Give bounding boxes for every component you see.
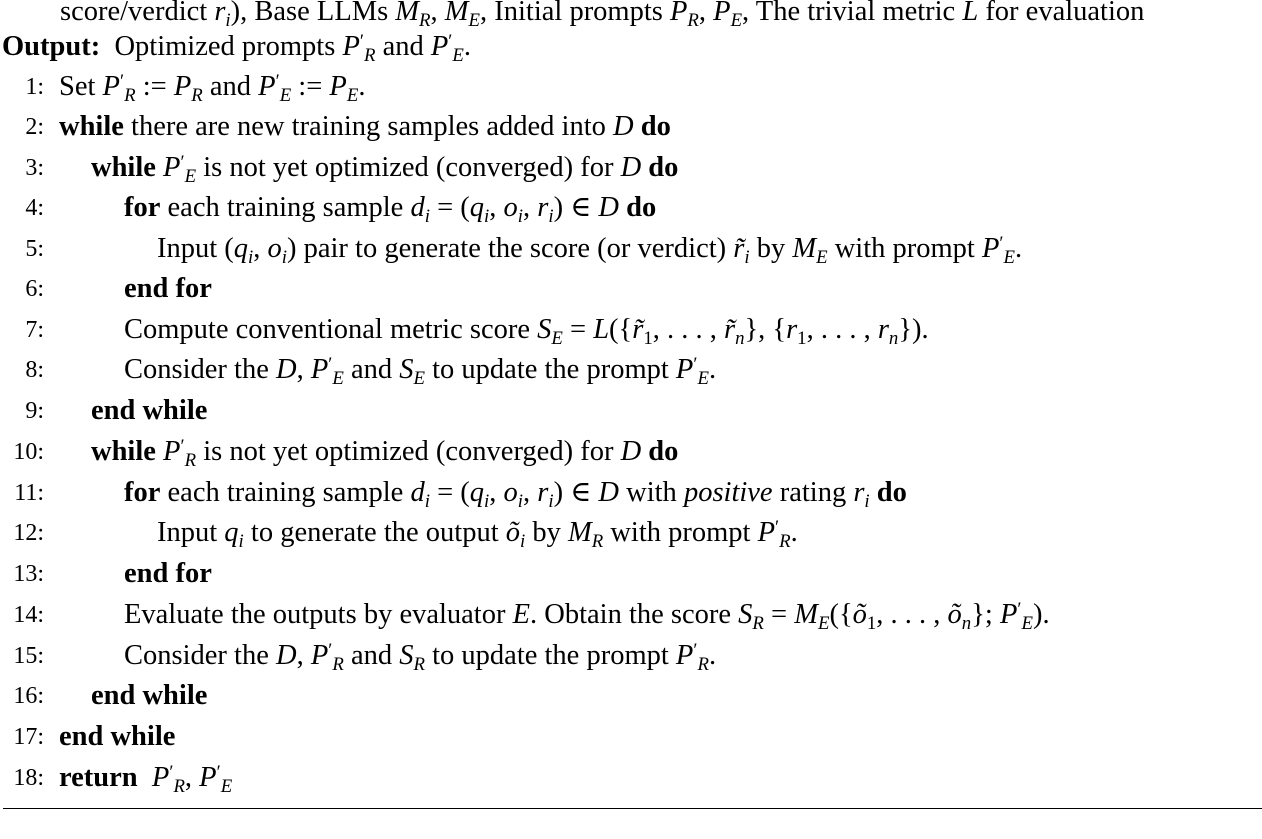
line-number: 16: (13, 683, 44, 709)
step-7 (0, 310, 1262, 350)
step-text: end while (91, 680, 208, 711)
step-text: end for (124, 273, 212, 304)
line-number: 2: (25, 114, 44, 140)
line-number: 11: (14, 480, 44, 506)
line-number: 3: (25, 155, 44, 181)
input-continuation-text: score/verdict $r_i$), Base LLMs $M_R$, $M_E$, Initial prompts $P_R$, $P_E$, The trivial metric L for evaluation (60, 0, 1145, 32)
step-18 (0, 758, 1262, 798)
step-12 (0, 513, 1262, 553)
line-number: 14: (13, 602, 44, 628)
step-text: end while (91, 395, 208, 426)
line-number: 4: (25, 195, 44, 221)
step-text: return $P'_R$, $P'_E$ (59, 761, 233, 798)
step-16 (0, 676, 1262, 716)
step-text: for each training sample $d_i = (q_i$, $o_i$, $r_i$) ∈ D with positive rating $r_i$ do (124, 477, 907, 513)
step-10 (0, 432, 1262, 472)
step-15 (0, 636, 1262, 676)
step-11 (0, 473, 1262, 513)
output-line (2, 27, 471, 67)
step-8 (0, 350, 1262, 390)
step-text: Consider the D, $P'_E$ and $S_E$ to update the prompt $P'_E$. (124, 353, 717, 390)
step-text: end while (59, 721, 176, 752)
step-text: Evaluate the outputs by evaluator E. Obtain the score $S_R$ = $M_E(\{õ_1$, . . . , $õ_n$}; $P'_E$). (124, 598, 1050, 635)
step-text: end for (124, 558, 212, 589)
line-number: 1: (25, 74, 44, 100)
line-number: 18: (13, 765, 44, 791)
line-number: 5: (25, 236, 44, 262)
step-5 (0, 229, 1262, 269)
step-4 (0, 188, 1262, 228)
step-text: while there are new training samples added into D do (59, 111, 671, 142)
line-number: 9: (25, 398, 44, 424)
step-text: while $P'_R$ is not yet optimized (converged) for D do (91, 435, 679, 472)
step-text: Input $q_i$ to generate the output $õ_i$ by $M_R$ with prompt $P'_R$. (157, 516, 798, 553)
line-number: 17: (13, 724, 44, 750)
line-number: 8: (25, 357, 44, 383)
step-9 (0, 391, 1262, 431)
step-2 (0, 107, 1262, 147)
step-1 (0, 67, 1262, 107)
line-number: 12: (13, 520, 44, 546)
step-text: while $P'_E$ is not yet optimized (converged) for D do (91, 151, 679, 188)
step-text: Consider the D, $P'_R$ and $S_R$ to update the prompt $P'_R$. (124, 639, 717, 676)
line-number: 6: (25, 276, 44, 302)
step-text: Set $P'_R$ := $P_R$ and $P'_E$ := $P_E$. (59, 70, 366, 107)
line-number: 10: (13, 439, 44, 465)
step-14 (0, 595, 1262, 635)
step-6 (0, 269, 1262, 309)
step-13 (0, 554, 1262, 594)
line-number: 15: (13, 643, 44, 669)
step-text: for each training sample $d_i = (q_i$, $o_i$, $r_i$) ∈ D do (124, 192, 657, 228)
output-label: Output: (2, 31, 101, 62)
line-number: 7: (25, 317, 44, 343)
step-text: Input ($q_i$, $o_i$) pair to generate the score (or verdict) $r̃_i$ by $M_E$ with prompt $P'_E$. (157, 232, 1023, 269)
step-3 (0, 148, 1262, 188)
step-17 (0, 717, 1262, 757)
output-text: Optimized prompts $P'_R$ and $P'_E$. (107, 30, 472, 67)
bottom-rule (3, 808, 1262, 809)
line-number: 13: (13, 561, 44, 587)
step-text: Compute conventional metric score $S_E$ = $L(\{r̃_1$, . . . , $r̃_n$}, {$r_1$, . . . , $r_n$}). (124, 314, 929, 350)
